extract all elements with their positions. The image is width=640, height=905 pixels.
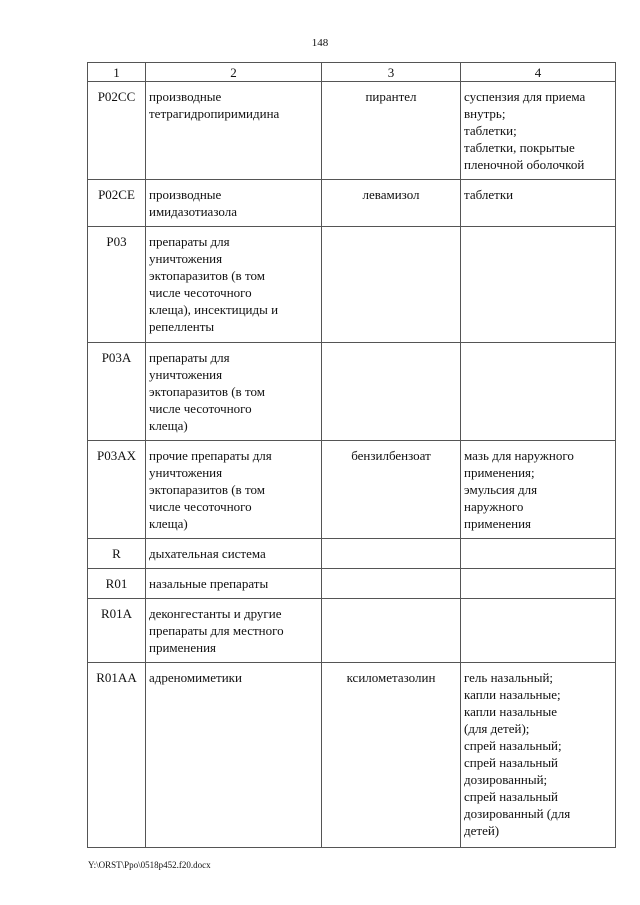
group-name-cell	[146, 599, 322, 663]
group-name-line: клеща)	[149, 516, 188, 531]
group-name-line: препараты для	[149, 350, 230, 365]
dosage-form-cell	[461, 599, 616, 663]
dosage-form-cell	[461, 180, 616, 227]
dosage-form-cell	[461, 441, 616, 539]
table-row	[88, 539, 616, 569]
drug-name-cell: пирантел	[322, 82, 461, 180]
drug-name-cell	[322, 569, 461, 599]
atc-code-cell: R01A	[88, 599, 146, 663]
dosage-form-line: таблетки	[464, 187, 514, 202]
group-name-line: производные	[149, 89, 222, 104]
atc-code-cell: P02CE	[88, 180, 146, 227]
dosage-form-line: капли назальные	[464, 704, 557, 719]
group-name-line: адреномиметики	[149, 670, 242, 685]
group-name-line: уничтожения	[149, 251, 223, 266]
dosage-form-line: спрей назальный;	[464, 738, 562, 753]
group-name-cell	[146, 180, 322, 227]
column-header-4: 4	[461, 63, 616, 82]
dosage-form-line: спрей назальный	[464, 755, 559, 770]
group-name-line: клеща)	[149, 418, 188, 433]
dosage-form-line: (для детей);	[464, 721, 530, 736]
group-name-line: эктопаразитов (в том	[149, 268, 265, 283]
group-name-cell	[146, 441, 322, 539]
drug-name-cell: бензилбензоат	[322, 441, 461, 539]
group-name-cell	[146, 539, 322, 569]
dosage-form-line: наружного	[464, 499, 524, 514]
dosage-form-cell	[461, 569, 616, 599]
table-row	[88, 599, 616, 663]
table-body	[88, 82, 616, 848]
table-header-row	[88, 63, 616, 82]
group-name-line: числе чесоточного	[149, 285, 252, 300]
group-name-cell	[146, 569, 322, 599]
dosage-form-line: эмульсия для	[464, 482, 538, 497]
dosage-form-cell	[461, 663, 616, 848]
group-name-cell	[146, 663, 322, 848]
dosage-form-cell	[461, 227, 616, 343]
table-row	[88, 82, 616, 180]
dosage-form-line: капли назальные;	[464, 687, 561, 702]
dosage-form-line: таблетки, покрытые	[464, 140, 575, 155]
dosage-form-line: гель назальный;	[464, 670, 554, 685]
atc-code-cell: P03AX	[88, 441, 146, 539]
drug-name-cell: ксилометазолин	[322, 663, 461, 848]
group-name-line: применения	[149, 640, 217, 655]
atc-code-cell: P02CC	[88, 82, 146, 180]
group-name-line: клеща), инсектициды и	[149, 302, 279, 317]
table-row	[88, 569, 616, 599]
drug-name-cell	[322, 539, 461, 569]
page-number: 148	[311, 37, 329, 49]
dosage-form-line: детей)	[464, 823, 500, 838]
table-row	[88, 180, 616, 227]
dosage-form-cell	[461, 539, 616, 569]
medicines-table	[87, 62, 616, 848]
atc-code-cell: R01	[88, 569, 146, 599]
group-name-line: эктопаразитов (в том	[149, 482, 265, 497]
column-header-2: 2	[146, 63, 322, 82]
group-name-cell	[146, 343, 322, 441]
dosage-form-line: применения;	[464, 465, 535, 480]
atc-code-cell: R01AA	[88, 663, 146, 848]
column-header-3: 3	[322, 63, 461, 82]
group-name-line: репелленты	[149, 319, 215, 334]
group-name-cell	[146, 82, 322, 180]
group-name-line: уничтожения	[149, 367, 223, 382]
dosage-form-line: дозированный;	[464, 772, 548, 787]
dosage-form-line: мазь для наружного	[464, 448, 574, 463]
dosage-form-line: внутрь;	[464, 106, 506, 121]
group-name-line: эктопаразитов (в том	[149, 384, 265, 399]
table-row	[88, 343, 616, 441]
dosage-form-line: применения	[464, 516, 532, 531]
document-path-footer: Y:\ORST\Ppo\0518p452.f20.docx	[88, 860, 211, 870]
atc-code-cell: P03	[88, 227, 146, 343]
column-header-1: 1	[88, 63, 146, 82]
dosage-form-line: суспензия для приема	[464, 89, 586, 104]
drug-name-cell: левамизол	[322, 180, 461, 227]
group-name-line: имидазотиазола	[149, 204, 237, 219]
group-name-line: препараты для местного	[149, 623, 284, 638]
drug-name-cell	[322, 343, 461, 441]
group-name-line: уничтожения	[149, 465, 223, 480]
group-name-line: производные	[149, 187, 222, 202]
atc-code-cell: P03A	[88, 343, 146, 441]
atc-code-cell: R	[88, 539, 146, 569]
dosage-form-cell	[461, 343, 616, 441]
group-name-line: числе чесоточного	[149, 499, 252, 514]
dosage-form-line: пленочной оболочкой	[464, 157, 585, 172]
drug-name-cell	[322, 599, 461, 663]
group-name-line: препараты для	[149, 234, 230, 249]
dosage-form-line: дозированный (для	[464, 806, 571, 821]
group-name-line: тетрагидропиримидина	[149, 106, 280, 121]
table-row	[88, 663, 616, 848]
group-name-line: числе чесоточного	[149, 401, 252, 416]
table-row	[88, 227, 616, 343]
dosage-form-line: спрей назальный	[464, 789, 559, 804]
group-name-line: назальные препараты	[149, 576, 269, 591]
table-row	[88, 441, 616, 539]
group-name-line: деконгестанты и другие	[149, 606, 282, 621]
dosage-form-line: таблетки;	[464, 123, 517, 138]
group-name-cell	[146, 227, 322, 343]
dosage-form-cell	[461, 82, 616, 180]
drug-name-cell	[322, 227, 461, 343]
group-name-line: дыхательная система	[149, 546, 266, 561]
group-name-line: прочие препараты для	[149, 448, 272, 463]
